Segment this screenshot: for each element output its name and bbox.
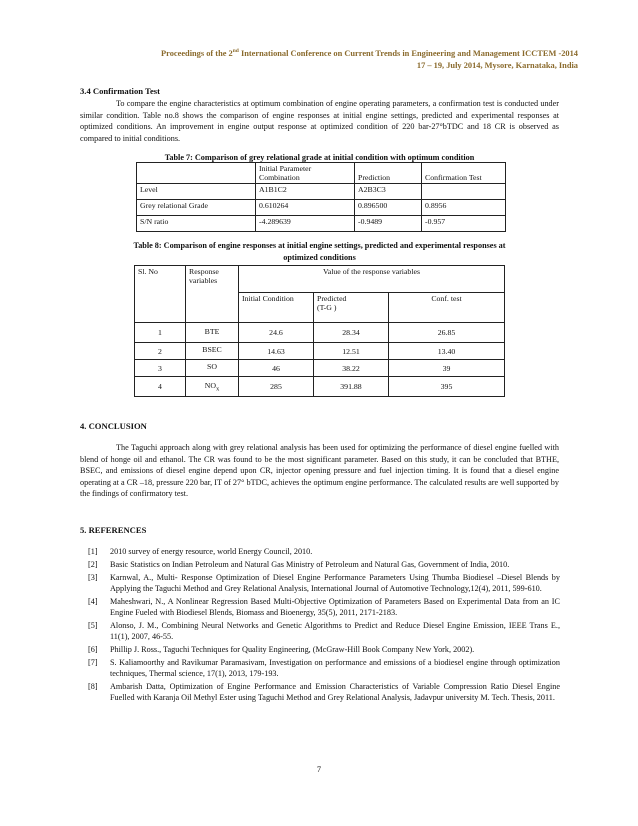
table8-row-var (186, 377, 239, 397)
table7-row-initial: -4.289639 (256, 216, 355, 232)
reference-text: Maheshwari, N., A Nonlinear Regression Based Multi-Objective Optimization of Parameters Based on Experimental Data from an IC Engine Fueled with Biodiesel Blends, Biomass and Bioenergy, 35(5), 2011, 2171-2183. (110, 596, 560, 617)
table8-header-predicted-line2: (T-G ) (317, 303, 337, 312)
reference-text: 2010 survey of energy resource, world Energy Council, 2010. (110, 547, 313, 556)
reference-text: Phillip J. Ross., Taguchi Techniques for Quality Engineering, (McGraw-Hill Book Company New York, 2002). (110, 644, 475, 654)
table8-header-initial: Initial Condition (239, 293, 314, 323)
table8-row-var-sub: x (216, 385, 220, 393)
table7-header-confirmation: Confirmation Test (422, 163, 506, 184)
table8-row-sl: 1 (135, 323, 186, 343)
table8-header-predicted-line1: Predicted (317, 294, 347, 303)
list-item (88, 620, 560, 643)
section-3-4-paragraph: To compare the engine characteristics at optimum combination of engine operating parameters, a confirmation test is conducted under similar condition. Table no.8 shows the comparison of engine responses at initial engine settings, predicted and experimental responses at optimized conditions. An improvement in engine output response at optimized condition of 220 bar-27°bTDC and 18 CR is observed as compared to initial conditions. (80, 99, 559, 143)
header-line1-sup: nd (232, 48, 239, 54)
conclusion-title: 4. CONCLUSION (80, 421, 147, 431)
table7-row-label: S/N ratio (137, 216, 256, 232)
table8-row-sl: 3 (135, 360, 186, 377)
header-line-2: 17 – 19, July 2014, Mysore, Karnataka, India (416, 60, 578, 70)
table8-row-predicted: 38.22 (314, 360, 389, 377)
references-title: 5. REFERENCES (80, 525, 147, 535)
reference-number: [6] (88, 644, 98, 654)
table8-row-var-text: BTE (204, 326, 220, 336)
table8-row-initial: 24.6 (239, 323, 314, 343)
list-item (88, 596, 560, 619)
table8-row-var-text: NO (204, 380, 216, 390)
reference-number: [3] (88, 572, 98, 582)
table8-header-row-1 (135, 266, 505, 293)
table8-header-conf: Conf. test (389, 293, 505, 323)
header-line1-post: International Conference on Current Trends in Engineering and Management ICCTEM -2014 (238, 48, 578, 58)
table8-caption-line2: optimized conditions (283, 252, 356, 262)
table8-caption-line1: Table 8: Comparison of engine responses at initial engine settings, predicted and experimental responses at (133, 241, 506, 250)
header-line1-pre: Proceedings of the 2 (161, 48, 233, 58)
table7-header-blank (137, 163, 256, 184)
header-line-1 (58, 45, 578, 60)
table8-header-predicted (314, 293, 389, 323)
table8-row-sl: 4 (135, 377, 186, 397)
table8-row-var (186, 360, 239, 377)
list-item (88, 644, 560, 655)
conclusion-paragraph: The Taguchi approach along with grey relational analysis has been used for optimizing the performance of diesel engine fuelled with blend of honge oil and ethanol. The CR was found to be the most significant parameter. Based on this study, it can be concluded that BTHE, BSEC, and emissions of diesel engine depend upon CR, injector opening pressure and fuel injection timing. It is found that a diesel engine operating at a CR –18, pressure 220 bar, IT of 27° bTDC, achieves the optimum engine performance. The calculated results are well supported by the findings of confirmatory test. (80, 443, 559, 498)
list-item (88, 657, 560, 680)
table8-row-predicted: 28.34 (314, 323, 389, 343)
table7-row-prediction: 0.896500 (355, 200, 422, 216)
reference-text: S. Kaliamoorthy and Ravikumar Paramasivam, Investigation on performance and emissions of a biodiesel engine through optimization techniques, Thermal science, 17(1), 2013, 179-193. (110, 657, 560, 678)
table7-header-initial (256, 163, 355, 184)
list-item (88, 559, 560, 570)
table7 (136, 162, 506, 232)
table8-row-initial: 285 (239, 377, 314, 397)
reference-number: [8] (88, 681, 98, 691)
table7-row-confirmation (422, 184, 506, 200)
table7-row-prediction: -0.9489 (355, 216, 422, 232)
list-item (88, 572, 560, 595)
table8-row-predicted: 12.51 (314, 343, 389, 360)
reference-text: Ambarish Datta, Optimization of Engine Performance and Emission Characteristics of Variable Compression Ratio Diesel Engine Fuelled with Karanja Oil Methyl Ester using Taguchi Method and Grey Relational Analysis, Jadavpur university M. Tech. Thesis, 2011. (110, 681, 560, 703)
table-row (137, 184, 506, 200)
table8-header-value: Value of the response variables (239, 266, 505, 293)
table8 (134, 265, 505, 397)
reference-number: [4] (88, 596, 98, 606)
table8-header-response-line2: variables (189, 276, 218, 285)
list-item (88, 546, 560, 557)
running-header (58, 45, 578, 72)
table7-row-label: Grey relational Grade (137, 200, 256, 216)
table7-row-prediction: A2B3C3 (355, 184, 422, 200)
table7-row-confirmation: 0.8956 (422, 200, 506, 216)
table8-row-conf: 395 (389, 377, 505, 397)
table8-row-sl: 2 (135, 343, 186, 360)
table8-caption (80, 240, 559, 263)
section-3-4-title: 3.4 Confirmation Test (80, 86, 160, 96)
reference-number: [2] (88, 559, 98, 569)
table8-row-conf: 13.40 (389, 343, 505, 360)
reference-text: Alonso, J. M., Combining Neural Networks and Genetic Algorithms to Predict and Reduce Diesel Engine Emission, IEEE Trans E., 11(1), 2007, 46-55. (110, 620, 560, 642)
table8-row-var-text: SO (207, 362, 217, 372)
reference-number: [5] (88, 620, 98, 630)
table8-row-initial: 14.63 (239, 343, 314, 360)
table8-row-var (186, 343, 239, 360)
table7-header-prediction: Prediction (355, 163, 422, 184)
reference-text: Karnwal, A., Multi- Response Optimization of Diesel Engine Performance Parameters Using Thumba Biodiesel –Diesel Blends by Applying the Taguchi Method and Grey Relational Analysis, International Journal of Automotive Technology,12(4), 2011, 599-610. (110, 572, 560, 593)
table8-row-var-text: BSEC (202, 345, 222, 355)
table7-header-initial-line2: Combination (259, 173, 300, 182)
table8-row-var (186, 323, 239, 343)
table7-caption: Table 7: Comparison of grey relational grade at initial condition with optimum condition (164, 153, 475, 162)
table7-header-initial-line1: Initial Parameter (259, 164, 312, 173)
table-row (137, 216, 506, 232)
table7-row-initial: A1B1C2 (256, 184, 355, 200)
page-number: 7 (316, 765, 322, 774)
table-row (135, 377, 505, 397)
table8-header-slno: Sl. No (135, 266, 186, 323)
list-item (88, 681, 560, 704)
table-row (137, 200, 506, 216)
table8-row-conf: 39 (389, 360, 505, 377)
references-list (88, 546, 560, 705)
table7-row-label: Level (137, 184, 256, 200)
table-row (135, 343, 505, 360)
table8-row-predicted: 391.88 (314, 377, 389, 397)
reference-number: [1] (88, 547, 98, 556)
table-row (135, 323, 505, 343)
reference-text: Basic Statistics on Indian Petroleum and Natural Gas Ministry of Petroleum and Natural Gas, Government of India, 2010. (110, 559, 510, 569)
table8-header-response (186, 266, 239, 323)
reference-number: [7] (88, 657, 98, 667)
table7-row-confirmation: -0.957 (422, 216, 506, 232)
table8-row-conf: 26.85 (389, 323, 505, 343)
table8-header-response-line1: Response (189, 267, 219, 276)
table8-row-initial: 46 (239, 360, 314, 377)
table7-row-initial: 0.610264 (256, 200, 355, 216)
table-row (135, 360, 505, 377)
table7-header-row (137, 163, 506, 184)
